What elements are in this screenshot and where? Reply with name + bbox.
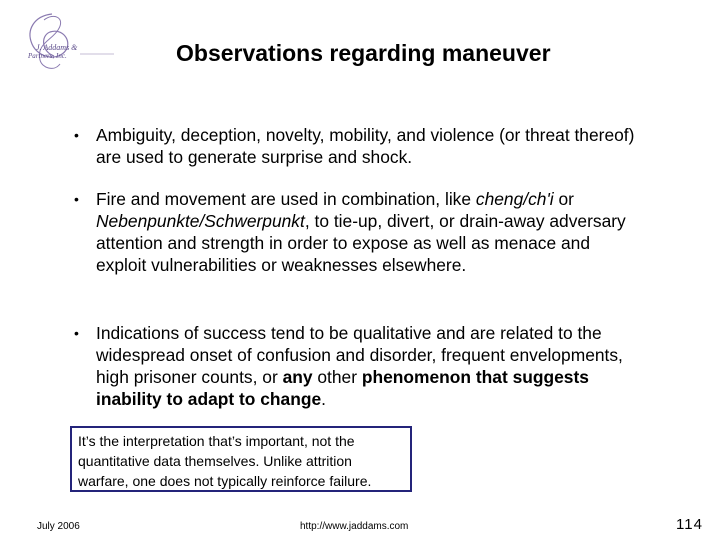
page-number: 114: [676, 516, 703, 533]
bullet-text-1: Ambiguity, deception, novelty, mobility, and violence (or threat thereof) are used to generate surprise and shock.: [96, 125, 635, 167]
bullet-item-1: [74, 124, 644, 168]
bullet-dot-icon: •: [74, 191, 79, 207]
bullet-item-2: [74, 188, 644, 276]
svg-text:Partners, Inc.: Partners, Inc.: [28, 52, 67, 60]
bullet-text-3a: Indications of success tend to be qualitative and are related to the widespread onset of confusion and disorder, frequent envelopments, high prisoner counts, or: [96, 323, 623, 387]
footer-date: July 2006: [37, 521, 80, 532]
logo-text: J. Addams &: [36, 43, 78, 52]
bullet-text-3b: any: [282, 367, 313, 387]
bullet-text-3c: other: [312, 367, 362, 387]
note-text: It’s the interpretation that’s important, not the quantitative data themselves. Unlike attrition warfare, one does not typically reinforce failure.: [78, 433, 372, 489]
slide-title: Observations regarding maneuver: [176, 40, 551, 66]
footer-url-link[interactable]: http://www.jaddams.com: [300, 521, 409, 532]
bullet-dot-icon: •: [74, 127, 79, 143]
company-logo: [14, 10, 124, 76]
bullet-text-2a: Fire and movement are used in combination, like: [96, 189, 476, 209]
bullet-dot-icon: •: [74, 325, 79, 341]
bullet-text-3e: .: [321, 389, 326, 409]
note-callout: [70, 426, 412, 492]
bullet-text-2e: , to tie-up, divert, or drain-away adversary attention and strength in order to expose as well as menace and exploit vulnerabilities or weaknesses elsewhere.: [96, 211, 626, 275]
bullet-text-3d: phenomenon that suggests inability to adapt to change: [96, 367, 589, 409]
bullet-item-3: [74, 322, 644, 410]
bullet-text-2c: or: [553, 189, 574, 209]
bullet-text-2b: cheng/ch'i: [475, 189, 554, 209]
bullet-text-2d: Nebenpunkte/Schwerpunkt: [96, 211, 305, 231]
